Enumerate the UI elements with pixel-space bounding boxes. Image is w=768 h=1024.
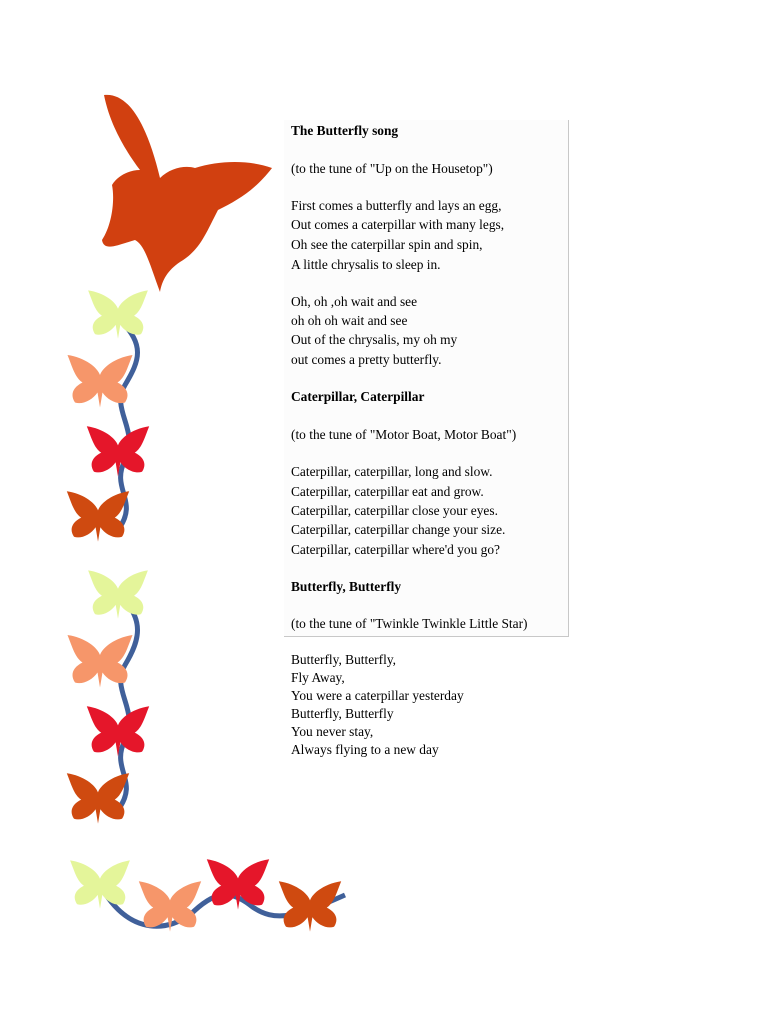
red-butterfly-icon-1 bbox=[87, 426, 149, 476]
song2-verse-line: Caterpillar, caterpillar, long and slow. bbox=[291, 464, 493, 479]
yellow-butterfly-icon-2 bbox=[88, 570, 148, 618]
red-butterfly-icon-3 bbox=[207, 859, 269, 909]
song3-verse-line: You were a caterpillar yesterday bbox=[291, 688, 464, 703]
salmon-butterfly-icon-3 bbox=[139, 881, 201, 931]
yellow-butterfly-icon-1 bbox=[88, 290, 148, 338]
song2-verse-line: Caterpillar, caterpillar where'd you go? bbox=[291, 542, 500, 557]
song3-verse-line: Fly Away, bbox=[291, 670, 345, 685]
salmon-butterfly-icon-1 bbox=[68, 355, 133, 408]
orange-butterfly-icon-1 bbox=[67, 491, 129, 541]
song1-verse1-line: First comes a butterfly and lays an egg, bbox=[291, 198, 502, 213]
song2-verse-line: Caterpillar, caterpillar close your eyes. bbox=[291, 503, 498, 518]
song3-verse-line: Butterfly, Butterfly bbox=[291, 706, 394, 721]
yellow-butterfly-icon-3 bbox=[70, 860, 130, 908]
song1-tune: (to the tune of "Up on the Housetop") bbox=[291, 161, 493, 176]
song3-tune: (to the tune of "Twinkle Twinkle Little Star) bbox=[291, 616, 528, 631]
orange-butterfly-icon-2 bbox=[67, 773, 129, 823]
song1-verse2-line: out comes a pretty butterfly. bbox=[291, 352, 442, 367]
song3-verse-line: Always flying to a new day bbox=[291, 742, 439, 757]
song1-title: The Butterfly song bbox=[291, 123, 399, 138]
song2-verse-line: Caterpillar, caterpillar eat and grow. bbox=[291, 484, 484, 499]
song3-verse-line: Butterfly, Butterfly, bbox=[291, 652, 396, 667]
song1-verse2-line: Out of the chrysalis, my oh my bbox=[291, 332, 458, 347]
salmon-butterfly-icon-2 bbox=[68, 635, 133, 688]
song3-verse-line: You never stay, bbox=[291, 724, 374, 739]
song1-verse1-line: A little chrysalis to sleep in. bbox=[291, 257, 441, 272]
large-butterfly-icon bbox=[102, 95, 272, 292]
song1-verse2-line: oh oh oh wait and see bbox=[291, 313, 408, 328]
song2-verse-line: Caterpillar, caterpillar change your size. bbox=[291, 522, 506, 537]
song3-title: Butterfly, Butterfly bbox=[291, 579, 402, 594]
song2-tune: (to the tune of "Motor Boat, Motor Boat") bbox=[291, 427, 517, 442]
song1-verse1-line: Out comes a caterpillar with many legs, bbox=[291, 217, 505, 232]
orange-butterfly-icon-3 bbox=[279, 881, 341, 931]
song1-verse2-line: Oh, oh ,oh wait and see bbox=[291, 294, 418, 309]
song1-verse1-line: Oh see the caterpillar spin and spin, bbox=[291, 237, 483, 252]
red-butterfly-icon-2 bbox=[87, 706, 149, 756]
song2-title: Caterpillar, Caterpillar bbox=[291, 389, 425, 404]
